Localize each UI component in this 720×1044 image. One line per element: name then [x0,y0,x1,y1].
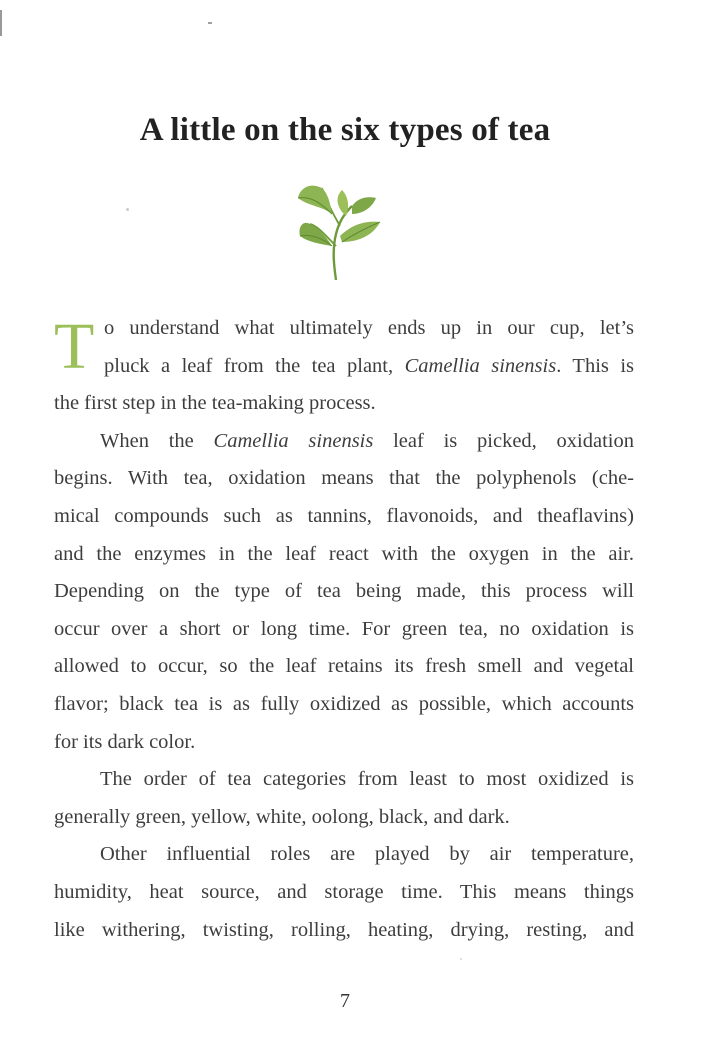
text-line: and the enzymes in the leaf react with the oxygen in the air. [54,542,634,565]
body-text [54,310,634,949]
scan-mark [460,958,462,960]
text-line: mical compounds such as tannins, flavonoids, and theaflavins) [54,504,634,527]
page-number: 7 [340,990,350,1012]
text-line: o understand what ultimately ends up in our cup, let’s [104,317,634,339]
drop-cap: T [54,310,95,383]
tea-leaf-sprig-icon [296,176,382,282]
text-line: like withering, twisting, rolling, heating, drying, resting, and [54,918,634,941]
text-line: humidity, heat source, and storage time. This means things [54,880,634,903]
scan-mark [208,22,212,24]
text-line: occur over a short or long time. For green tea, no oxidation is [54,617,634,640]
scan-mark [126,208,129,211]
text-line: the first step in the tea-making process. [54,392,376,415]
text-line: When the Camellia sinensis leaf is picked, oxidation [100,429,634,452]
text-line: Other influential roles are played by air temperature, [100,843,634,866]
text-line: The order of tea categories from least to most oxidized is [100,768,634,791]
text-line: generally green, yellow, white, oolong, black, and dark. [54,805,510,828]
scan-mark [0,10,2,36]
text-line: pluck a leaf from the tea plant, Camellia sinensis. This is [104,354,635,377]
text-line: Depending on the type of tea being made, this process will [54,580,634,603]
text-line: for its dark color. [54,730,196,753]
text-line: flavor; black tea is as fully oxidized as possible, which accounts [54,692,634,715]
text-line: allowed to occur, so the leaf retains its fresh smell and vegetal [54,655,634,678]
chapter-title: A little on the six types of tea [139,112,551,148]
text-line: begins. With tea, oxidation means that the polyphenols (che- [54,467,634,490]
